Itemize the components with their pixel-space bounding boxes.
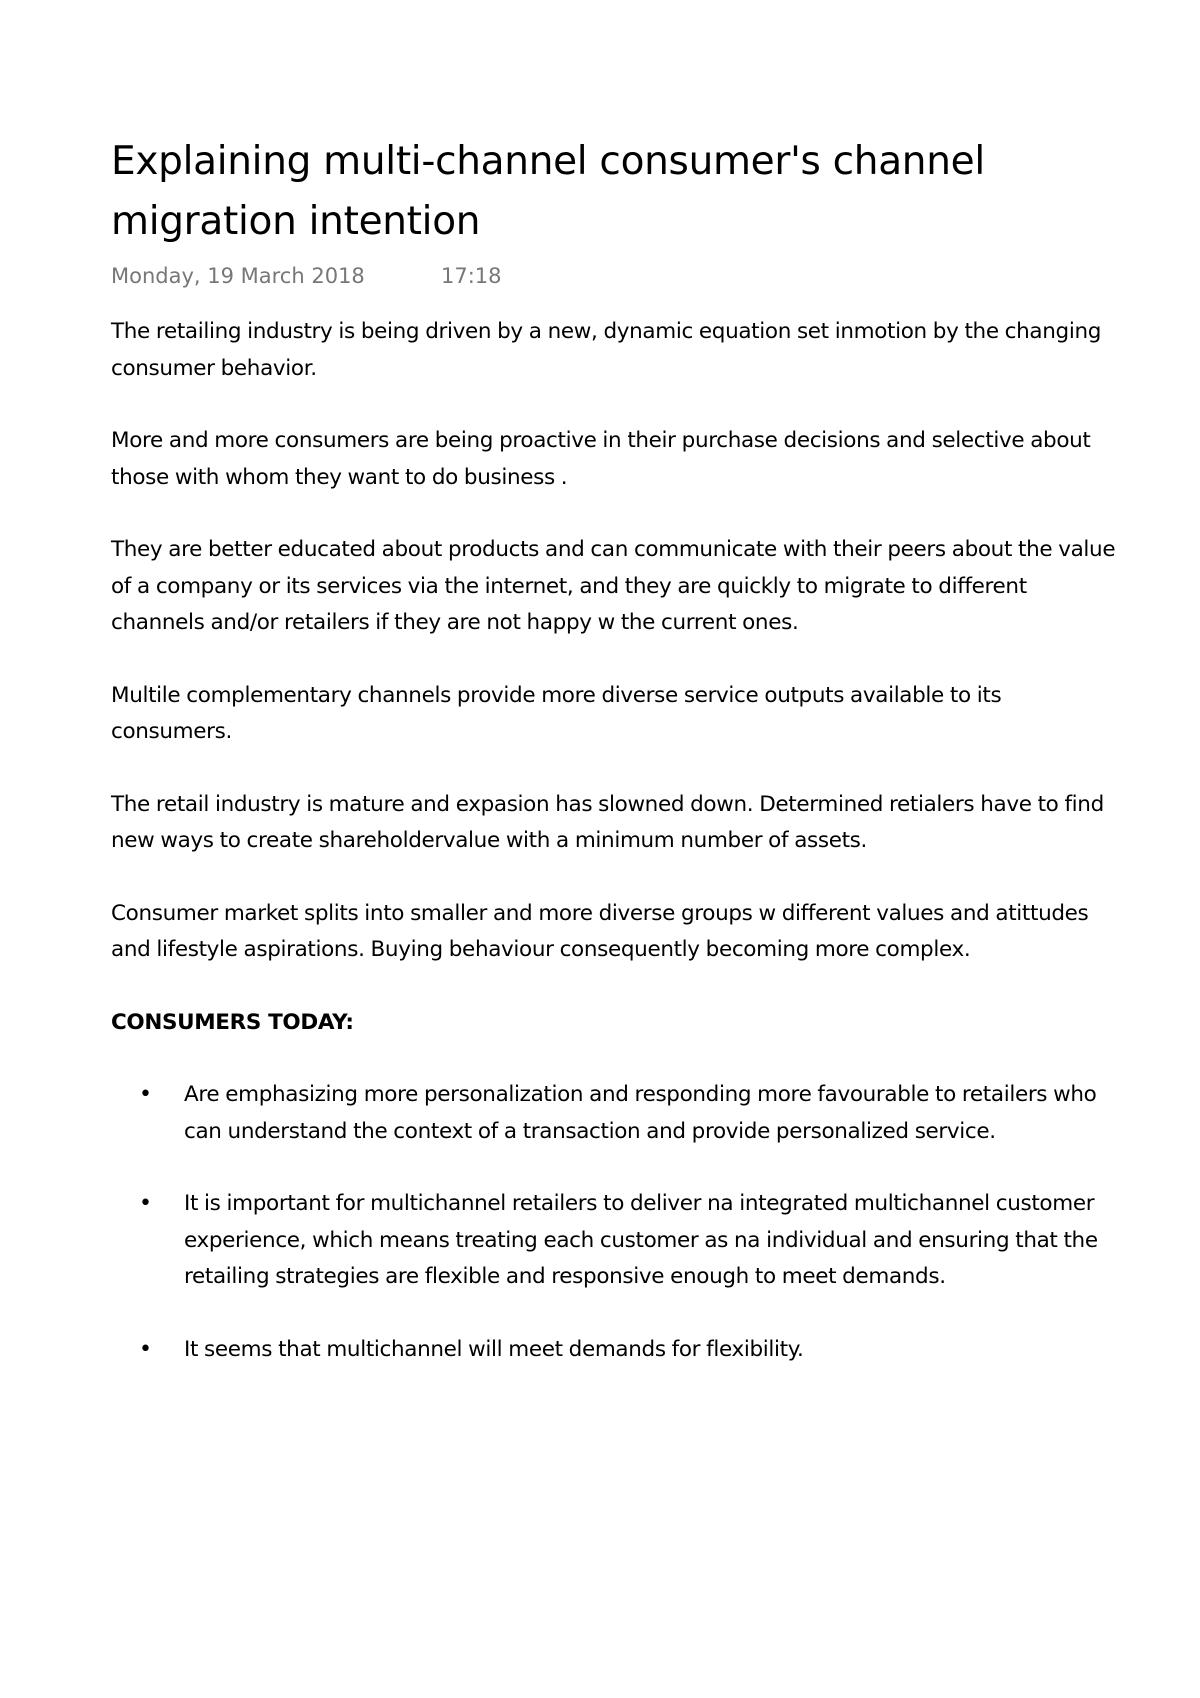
bullet-item bbox=[111, 1077, 1121, 1150]
note-time: 17:18 bbox=[441, 264, 502, 288]
bullet-icon: • bbox=[139, 1336, 152, 1362]
paragraph: Multile complementary channels provide more diverse service outputs available to its consumers. bbox=[111, 682, 1002, 744]
bullet-text: It is important for multichannel retailers to deliver na integrated multichannel customer experience, which means treating each customer as na individual and ensuring that the retailing strategies are flexible and responsive enough to meet demands. bbox=[184, 1191, 1098, 1289]
paragraph: More and more consumers are being proactive in their purchase decisions and selective about those with whom they want to do business . bbox=[111, 428, 1091, 490]
bullet-list bbox=[111, 1077, 1121, 1368]
section-heading: CONSUMERS TODAY: bbox=[111, 1009, 354, 1035]
paragraph: They are better educated about products and can communicate with their peers about the value of a company or its services via the internet, and they are quickly to migrate to different channels and/or retailers if they are not happy w the current ones. bbox=[111, 537, 1116, 635]
bullet-text: It seems that multichannel will meet demands for flexibility. bbox=[184, 1336, 804, 1362]
note-timestamp bbox=[111, 262, 1121, 290]
bullet-icon: • bbox=[139, 1191, 152, 1216]
bullet-icon: • bbox=[139, 1082, 152, 1107]
bullet-text: Are emphasizing more personalization and responding more favourable to retailers who can understand the context of a transaction and provide personalized service. bbox=[184, 1082, 1097, 1144]
note-page bbox=[111, 132, 1121, 1404]
bullet-item bbox=[111, 1332, 1121, 1369]
paragraph: The retailing industry is being driven by a new, dynamic equation set inmotion by the changing consumer behavior. bbox=[111, 319, 1102, 381]
note-body bbox=[111, 314, 1121, 1368]
paragraph: Consumer market splits into smaller and more diverse groups w different values and atittudes and lifestyle aspirations. Buying behaviour consequently becoming more complex. bbox=[111, 900, 1089, 962]
note-title: Explaining multi-channel consumer's channel migration intention bbox=[111, 139, 985, 244]
bullet-item bbox=[111, 1186, 1121, 1296]
note-date: Monday, 19 March 2018 bbox=[111, 264, 365, 288]
paragraph: The retail industry is mature and expasion has slowned down. Determined retialers have to find new ways to create shareholdervalue with a minimum number of assets. bbox=[111, 791, 1104, 853]
